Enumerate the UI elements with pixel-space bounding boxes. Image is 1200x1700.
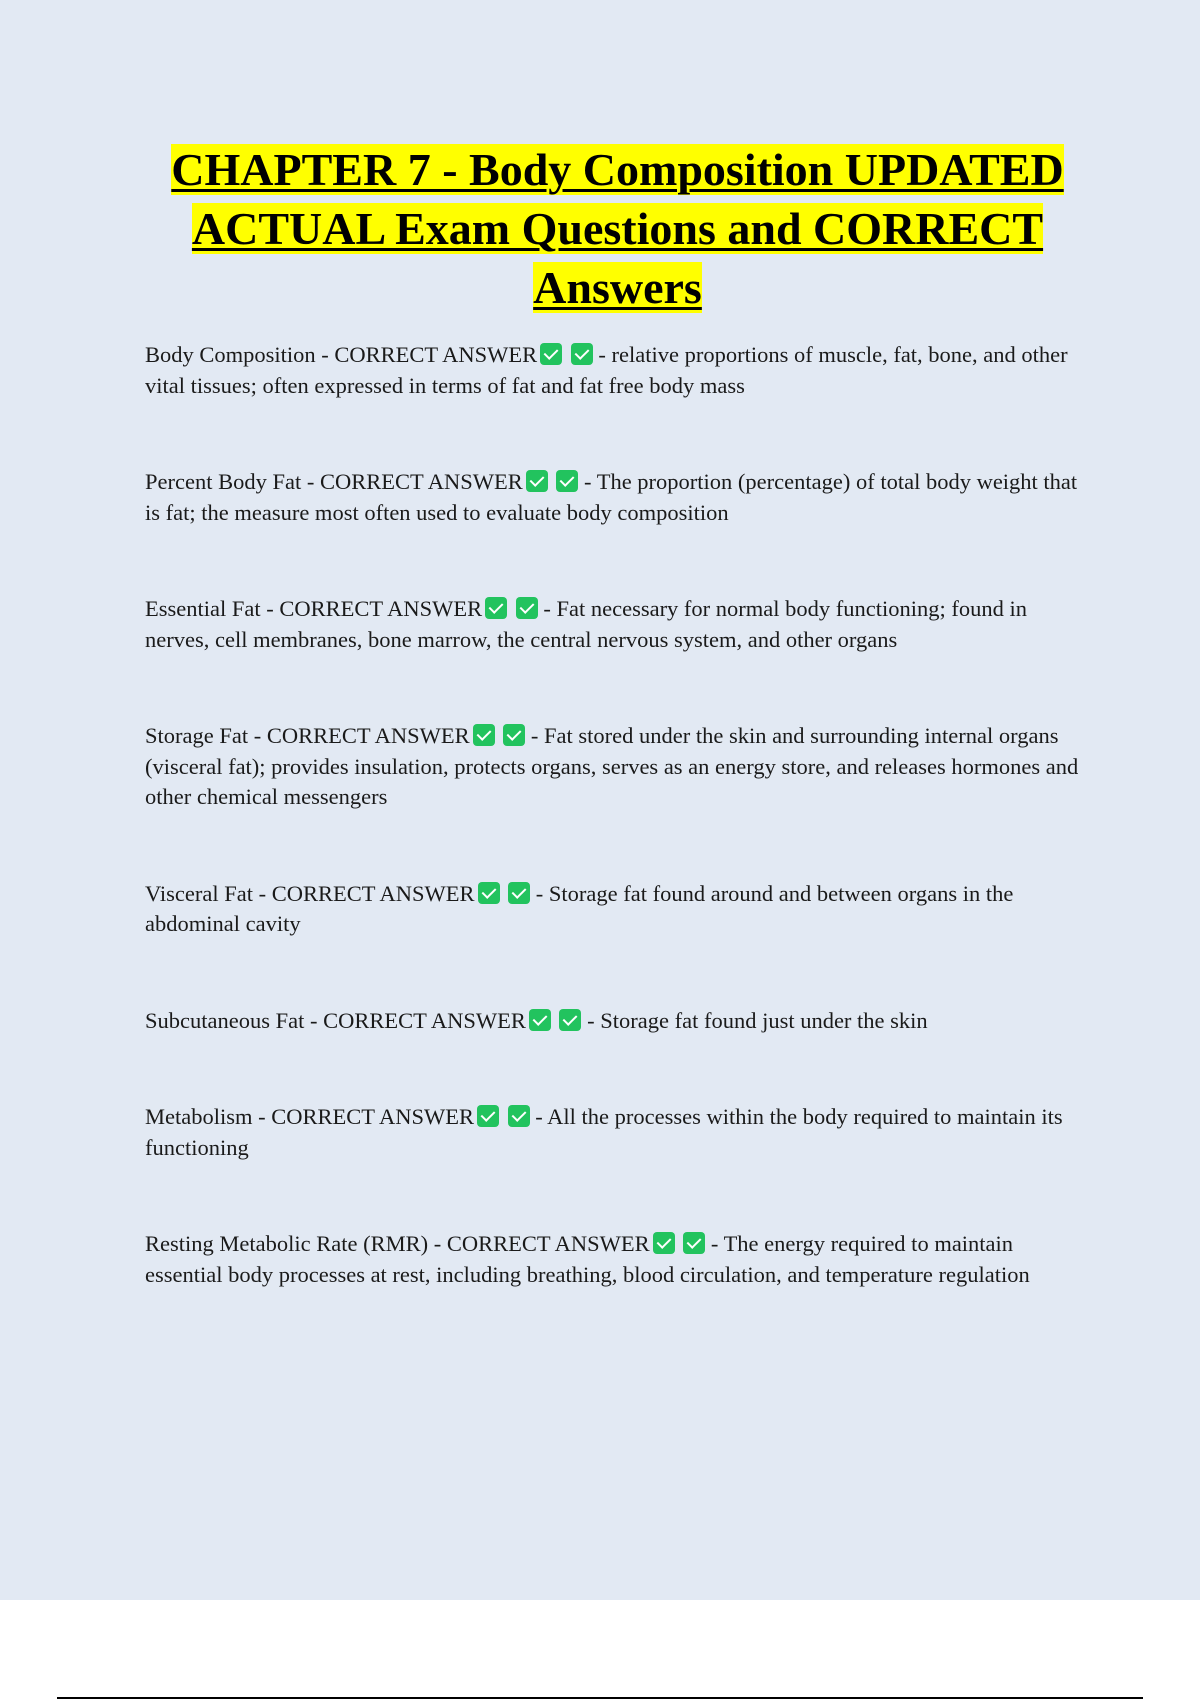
definition: The energy required to maintain essential body processes at rest, including breathing, blood circulation, and temperature regulation: [145, 1231, 1030, 1287]
check-box-icon: [485, 597, 507, 619]
qa-item: Visceral Fat - CORRECT ANSWER - Storage fat found around and between organs in the abdominal cavity: [145, 880, 1014, 936]
check-box-icon: [478, 882, 500, 904]
answer-marker: CORRECT ANSWER: [266, 723, 470, 748]
qa-item: Resting Metabolic Rate (RMR) - CORRECT ANSWER - The energy required to maintain essential body processes at rest, including breathing, blood circulation, and temperature regulation: [145, 1231, 1030, 1287]
qa-item: Essential Fat - CORRECT ANSWER - Fat necessary for normal body functioning; found in nerves, cell membranes, bone marrow, the central nervous system, and other organs: [145, 596, 1028, 652]
answer-marker: CORRECT ANSWER: [271, 880, 475, 906]
term: Body Composition: [145, 342, 316, 367]
answer-marker: CORRECT ANSWER: [334, 342, 538, 367]
definition: All the processes within the body required to maintain its functioning: [145, 1104, 1063, 1160]
qa-item: Percent Body Fat - CORRECT ANSWER - The proportion (percentage) of total body weight that is fat; the measure most often used to evaluate body composition: [145, 469, 1078, 525]
term: Storage Fat: [145, 723, 249, 748]
check-box-icon: [683, 1232, 705, 1254]
qa-item: Subcutaneous Fat - CORRECT ANSWER - Storage fat found just under the skin: [145, 1007, 928, 1033]
answer-marker: CORRECT ANSWER: [323, 1007, 526, 1033]
check-box-icon: [503, 724, 525, 746]
definition: Storage fat found just under the skin: [600, 1007, 928, 1033]
definition: Fat stored under the skin and surrounding internal organs (visceral fat); provides insulation, protects organs, serves as an energy store, and releases hormones and other chemical messengers: [145, 723, 1079, 809]
term: Resting Metabolic Rate (RMR): [145, 1231, 429, 1256]
term: Essential Fat: [145, 596, 261, 621]
definition: Fat necessary for normal body functioning; found in nerves, cell membranes, bone marrow, the central nervous system, and other organs: [145, 596, 1028, 652]
check-box-icon: [477, 1105, 499, 1127]
qa-item: Storage Fat - CORRECT ANSWER - Fat stored under the skin and surrounding internal organs (visceral fat); provides insulation, protects organs, serves as an energy store, and releases hormones and other chemical messengers: [145, 723, 1079, 809]
term: Subcutaneous Fat: [145, 1007, 305, 1033]
definition: The proportion (percentage) of total body weight that is fat; the measure most often used to evaluate body composition: [145, 469, 1078, 525]
answer-marker: CORRECT ANSWER: [271, 1104, 474, 1129]
check-box-icon: [556, 470, 578, 492]
answer-marker: CORRECT ANSWER: [279, 596, 483, 621]
answer-marker: CORRECT ANSWER: [319, 469, 523, 494]
check-box-icon: [571, 343, 593, 365]
page-title: [145, 140, 1090, 317]
check-box-icon: [516, 597, 538, 619]
term: Visceral Fat: [145, 880, 253, 906]
document-content: [145, 140, 1090, 1356]
check-box-icon: [529, 1009, 551, 1031]
check-box-icon: [526, 470, 548, 492]
bottom-divider: [57, 1697, 1143, 1699]
check-box-icon: [653, 1232, 675, 1254]
term: Metabolism: [145, 1104, 253, 1129]
qa-item: Metabolism - CORRECT ANSWER - All the processes within the body required to maintain its functioning: [145, 1104, 1063, 1160]
check-box-icon: [508, 1105, 530, 1127]
definition: relative proportions of muscle, fat, bone, and other vital tissues; often expressed in terms of fat and fat free body mass: [145, 342, 1068, 398]
check-box-icon: [540, 343, 562, 365]
check-box-icon: [559, 1009, 581, 1031]
qa-item: Body Composition - CORRECT ANSWER - relative proportions of muscle, fat, bone, and other vital tissues; often expressed in terms of fat and fat free body mass: [145, 342, 1068, 398]
qa-list: [145, 340, 1090, 1290]
definition: Storage fat found around and between organs in the abdominal cavity: [145, 880, 1014, 936]
term: Percent Body Fat: [145, 469, 302, 494]
check-box-icon: [473, 724, 495, 746]
check-box-icon: [508, 882, 530, 904]
page-title-text: CHAPTER 7 - Body Composition UPDATED ACTUAL Exam Questions and CORRECT Answers: [171, 144, 1064, 313]
answer-marker: CORRECT ANSWER: [446, 1231, 650, 1256]
